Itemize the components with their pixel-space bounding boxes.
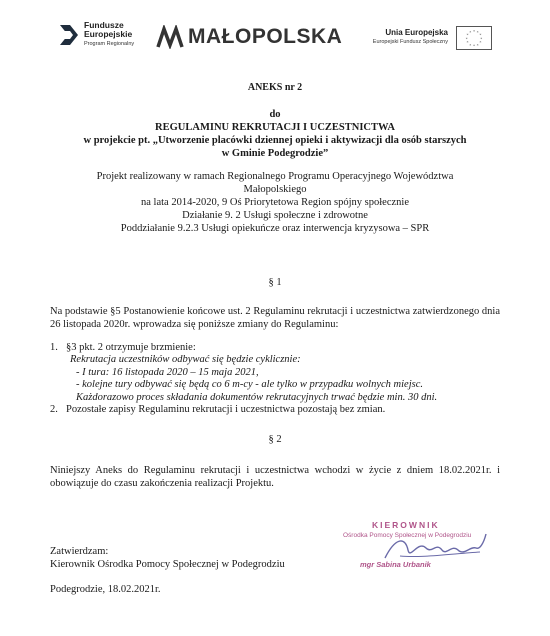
eu-logo xyxy=(368,26,498,54)
svg-text:*: * xyxy=(473,44,475,49)
changes-list xyxy=(50,342,510,416)
stamp-title: KIEROWNIK xyxy=(372,520,440,530)
section-2-heading: § 2 xyxy=(268,434,282,445)
fe-logo-line3: Program Regionalny xyxy=(84,41,135,47)
project-info-line: na lata 2014-2020, 9 Oś Priorytetowa Region spójny społecznie xyxy=(141,197,409,208)
logo-bar xyxy=(0,0,550,70)
document-title: ANEKS nr 2 xyxy=(247,82,303,93)
stamp-name: mgr Sabina Urbanik xyxy=(360,560,431,569)
regulation-title-block xyxy=(0,108,550,160)
approval-block xyxy=(50,545,285,571)
svg-text:*: * xyxy=(473,29,475,34)
svg-text:*: * xyxy=(480,36,483,41)
list-item-number: 1. xyxy=(50,342,58,353)
svg-text:*: * xyxy=(469,30,472,35)
svg-text:*: * xyxy=(479,40,482,45)
svg-text:*: * xyxy=(476,43,479,48)
svg-text:*: * xyxy=(469,43,472,48)
quoted-provision xyxy=(50,354,510,404)
list-item-text: Pozostałe zapisy Regulaminu rekrutacji i uczestnictwa pozostają bez zmian. xyxy=(66,404,386,416)
stamp-org: Ośrodka Pomocy Społecznej w Podegrodziu xyxy=(343,532,472,539)
eu-logo-line2: Europejski Fundusz Społeczny xyxy=(372,39,448,45)
approval-name: Kierownik Ośrodka Pomocy Społecznej w Podegrodziu xyxy=(50,559,285,570)
list-item-text: §3 pkt. 2 otrzymuje brzmienie: xyxy=(66,342,196,353)
svg-text:*: * xyxy=(465,36,468,41)
eu-flag-icon xyxy=(456,26,492,50)
project-name-line2: w Gminie Podegrodzie” xyxy=(221,148,329,159)
section-1-heading: § 1 xyxy=(268,277,282,288)
project-info-line: Działanie 9. 2 Usługi społeczne i zdrowotne xyxy=(182,210,368,221)
section-2-text: Niniejszy Aneks do Regulaminu rekrutacji i uczestnictwa wchodzi w życie z dniem 18.02.2021r. i obowiązuje do czasu zakończenia realizacji Projektu. xyxy=(50,465,500,489)
svg-text:*: * xyxy=(466,40,469,45)
european-funds-icon xyxy=(58,23,80,47)
project-info-line: Małopolskiego xyxy=(243,184,307,195)
malopolska-mark-icon xyxy=(156,25,186,49)
quote-line: Każdorazowo proces składania dokumentów rekrutacyjnych trwać będzie min. 30 dni. xyxy=(76,391,438,403)
list-item-number: 2. xyxy=(50,404,58,416)
fe-logo-line1: Fundusze xyxy=(84,20,124,30)
list-item xyxy=(50,342,510,354)
official-stamp xyxy=(340,520,520,590)
list-item xyxy=(50,404,510,416)
european-funds-logo xyxy=(58,20,148,54)
section-1-text: Na podstawie §5 Postanowienie końcowe ust. 2 Regulaminu rekrutacji i uczestnictwa zatwierdzonego dnia 26 listopada 2020r. wprowadza się poniższe zmiany do Regulaminu: xyxy=(50,306,500,330)
quote-line: Rekrutacja uczestników odbywać się będzie cyklicznie: xyxy=(70,354,301,366)
svg-text:*: * xyxy=(476,30,479,35)
place-date: Podegrodzie, 18.02.2021r. xyxy=(50,584,161,595)
project-info-line: Poddziałanie 9.2.3 Usługi opiekuńcze oraz interwencja kryzysowa – SPR xyxy=(120,223,430,234)
project-name-line1: w projekcie pt. „Utworzenie placówki dziennej opieki i aktywizacji dla osób starszych xyxy=(83,135,467,146)
to-line: do xyxy=(269,109,281,120)
fe-logo-line2: Europejskie xyxy=(84,29,133,39)
project-info-line: Projekt realizowany w ramach Regionalnego Programu Operacyjnego Województwa xyxy=(96,171,454,182)
quote-line: - I tura: 16 listopada 2020 – 15 maja 2021, xyxy=(76,366,259,378)
regulation-name: REGULAMINU REKRUTACJI I UCZESTNICTWA xyxy=(155,122,395,133)
eu-logo-line1: Unia Europejska xyxy=(385,28,448,37)
svg-text:*: * xyxy=(479,33,482,38)
project-info xyxy=(0,170,550,235)
approval-label: Zatwierdzam: xyxy=(50,546,109,557)
svg-text:*: * xyxy=(466,33,469,38)
malopolska-wordmark: MAŁOPOLSKA xyxy=(188,25,343,48)
quote-line: - kolejne tury odbywać się będą co 6 m-cy - ale tylko w przypadku wolnych miejsc. xyxy=(76,379,423,391)
